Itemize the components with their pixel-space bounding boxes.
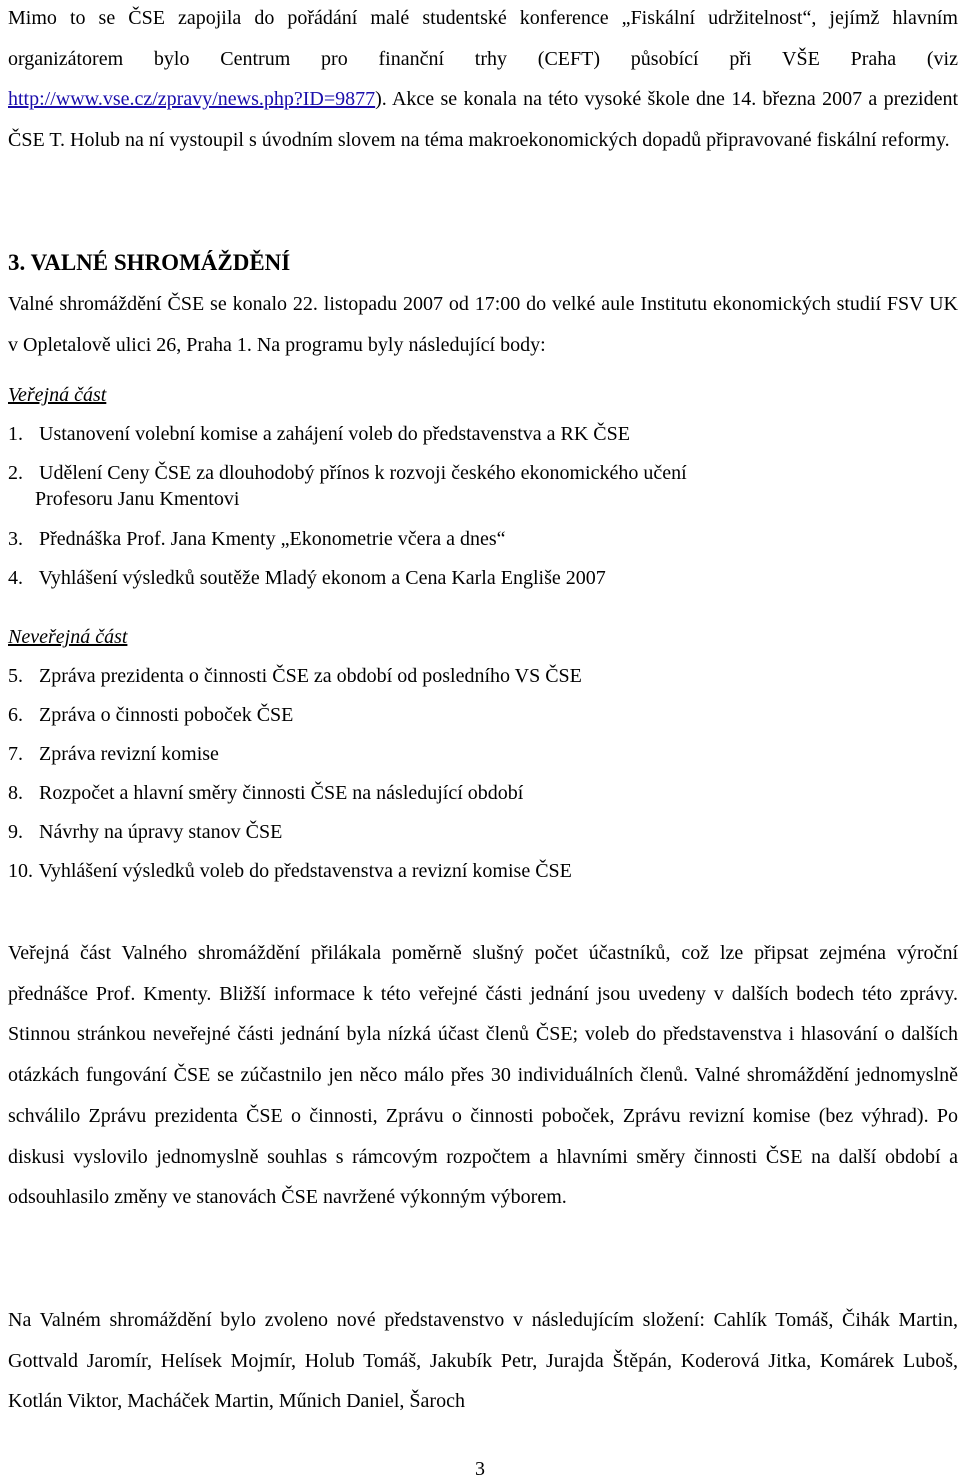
section-heading: 3. VALNÉ SHROMÁŽDĚNÍ — [8, 250, 291, 275]
agenda-item — [8, 780, 523, 806]
agenda-item-number: 3. — [8, 528, 23, 550]
intro-text-1: Mimo to se ČSE zapojila do pořádání malé studentské konference „Fiskální udržitelnost“, jejímž hlavním organizátorem bylo Centrum pro finanční trhy (CEFT) působící při VŠE Praha (viz — [8, 7, 958, 70]
board-paragraph: Na Valném shromáždění bylo zvoleno nové představenstvo v následujícím složení: Cahlík Tomáš, Čihák Martin, Gottvald Jaromír, Helísek Mojmír, Holub Tomáš, Jakubík Petr, Jurajda Štěpán, Koderová Jitka, Komárek Luboš, Kotlán Viktor, Macháček Martin, Műnich Daniel, Šaroch — [8, 1309, 958, 1413]
agenda-item-text: Ustanovení volební komise a zahájení voleb do představenstva a RK ČSE — [39, 423, 630, 445]
agenda-item — [8, 858, 572, 884]
agenda-item-number: 5. — [8, 665, 23, 687]
agenda-item-text: Udělení Ceny ČSE za dlouhodobý přínos k rozvoji českého ekonomického učení — [39, 462, 687, 484]
agenda-item — [8, 565, 606, 591]
agenda-item-number: 2. — [8, 462, 23, 484]
agenda-item-text: Návrhy na úpravy stanov ČSE — [39, 821, 283, 843]
agenda-item — [8, 819, 282, 845]
agenda-item-number: 1. — [8, 423, 23, 445]
agenda-item — [8, 460, 687, 512]
page-number: 3 — [475, 1458, 485, 1480]
agenda-item-text: Přednáška Prof. Jana Kmenty „Ekonometrie včera a dnes“ — [39, 528, 506, 550]
agenda-item-number: 10. — [8, 860, 33, 882]
agenda-item — [8, 663, 582, 689]
agenda-item-number: 8. — [8, 782, 23, 804]
agenda-item — [8, 702, 293, 728]
intro-paragraph — [8, 0, 958, 161]
agenda-item-text: Vyhlášení výsledků voleb do představenstva a revizní komise ČSE — [38, 860, 572, 882]
agenda-item — [8, 421, 630, 447]
agenda-item-text: Rozpočet a hlavní směry činnosti ČSE na následující období — [39, 782, 524, 804]
agenda-item — [8, 526, 506, 552]
public-part-title: Veřejná část — [8, 384, 107, 406]
agenda-item — [8, 741, 219, 767]
section-intro-paragraph: Valné shromáždění ČSE se konalo 22. listopadu 2007 od 17:00 do velké aule Institutu ekonomických studií FSV UK v Opletalově ulici 26, Praha 1. Na programu byly následující body: — [8, 293, 958, 356]
summary-paragraph: Veřejná část Valného shromáždění přilákala poměrně slušný počet účastníků, což lze připsat zejména výroční přednášce Prof. Kmenty. Bližší informace k této veřejné části jednání jsou uvedeny v dalších bodech této zprávy. Stinnou stránkou neveřejné části jednání byla nízká účast členů ČSE; voleb do představenstva i hlasování o dalších otázkách fungování ČSE se zúčastnilo jen něco málo přes 30 individuálních členů. Valné shromáždění jednomyslně schválilo Zprávu prezidenta ČSE o činnosti, Zprávu o činnosti poboček, Zprávu revizní komise (bez výhrad). Po diskusi vyslovilo jednomyslně souhlas s rámcovým rozpočtem a hlavními směry činnosti ČSE na další období a odsouhlasilo změny ve stanovách ČSE navržené výkonným výborem. — [8, 942, 958, 1209]
private-part-title: Neveřejná část — [8, 626, 128, 648]
agenda-item-continuation: Profesoru Janu Kmentovi — [35, 488, 240, 510]
intro-text-2: ). Akce se konala na této vysoké škole dne 14. března 2007 a prezident ČSE T. Holub na ní vystoupil s úvodním slovem na téma makroekonomických dopadů připravované fiskální reformy. — [8, 88, 958, 152]
agenda-item-number: 6. — [8, 704, 23, 726]
agenda-item-text: Vyhlášení výsledků soutěže Mladý ekonom a Cena Karla Engliše 2007 — [38, 567, 606, 589]
agenda-item-number: 9. — [8, 821, 23, 843]
agenda-item-text: Zpráva revizní komise — [39, 743, 219, 765]
agenda-item-text: Zpráva prezidenta o činnosti ČSE za období od posledního VS ČSE — [39, 665, 582, 687]
agenda-item-number: 7. — [8, 743, 23, 765]
agenda-item-number: 4. — [8, 567, 23, 589]
agenda-item-text: Zpráva o činnosti poboček ČSE — [39, 704, 294, 726]
ceft-news-link[interactable]: http://www.vse.cz/zpravy/news.php?ID=9877 — [8, 88, 376, 111]
